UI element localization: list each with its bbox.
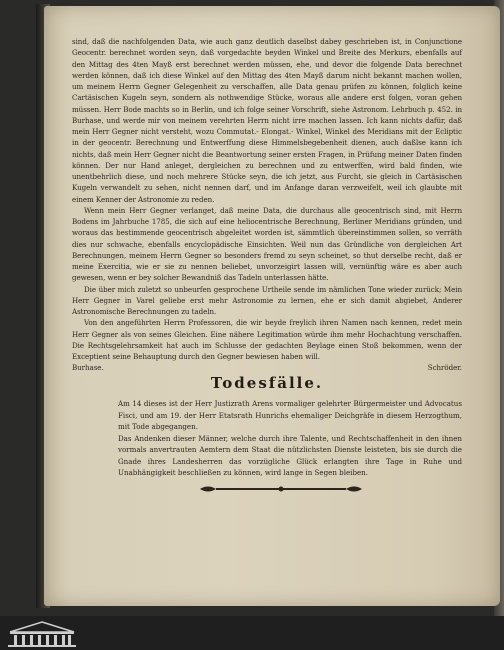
body-text: [72, 36, 462, 374]
ornamental-rule-icon: [196, 484, 366, 494]
paragraph: Von den angeführten Herrn Professoren, die wir beyde freylich ihren Namen nach kennen, redet mein Herr Gegner als von seines Gleichen. Eine nähere Legitimation würde ihm mehr Hochachtung verschaffen. Die Rechtsgelehrsamkeit hat auch im Schlusse der gedachten Beylage einen Stoß bekommen, wenn der Exceptient seine Behauptung durch den Gegner bewiesen haben will.: [72, 318, 462, 361]
notice-paragraph: Am 14 dieses ist der Herr Justizrath Arens vormaliger gelehrter Bürgermeister und Advocatus Fisci, und am 19. der Herr Etatsrath Hunrichs ehemaliger Deichgräfe in diesem Herzogthum, mit Tode abgegangen.: [118, 399, 462, 431]
death-notices: [118, 398, 462, 479]
signature-line: [72, 362, 462, 373]
signature: Schröder.: [427, 363, 462, 373]
library-building-logo-icon: [4, 620, 80, 648]
paragraph: Wenn mein Herr Gegner verlanget, daß meine Data, die durchaus alle geocentrisch sind, mit Herrn Bodens im Jahrbuche 1785, die sich auf eine heliocentrische Berechnung, Berliner Meridians gründen, und woraus das bestimmende geocentrisch abgeleitet worden ist, sämmtlich übereinstimmen sollen, so verräth dies nur schwache, ebenfalls encyclopädische Einsichten. Weil nun das Gründliche von dergleichen Art Berechnungen, meinem Herrn Gegner so besonders fremd zu seyn scheinet, so thut derselbe recht, daß er meine Exercitia, wie er sie zu nennen beliebet, unvorzeigirt lassen will, vernünftig wäre es aber auch gewesen, wenn er bey solcher Bewandniß das Tadeln unterlassen hätte.: [72, 205, 462, 283]
paragraph: Die über mich zuletzt so unbeurfen gesprochene Urtheile sende im nämlichen Tone wieder zurück; Mein Herr Gegner in Varel geliebe erst mehr Astronomie zu lernen, ehe er sich damit abgiebet, Anderer Astronomische Berechnungen zu tadeln.: [72, 284, 462, 316]
paragraph: sind, daß die nachfolgenden Data, wie auch ganz deutlich daselbst dabey geschrieben ist, in Conjunctione Geocentr. berechnet worden seyn, daß vorgedachte beyden Winkel und Breite des Merkurs, ebenfalls auf den Mittag des 4ten Mayß erst berechnet werden müssen, ehe, und devor die folgende Data berechnet werden können, daß ich diese Winkel auf den Mittag des 4ten Mayß darum nicht bekannt machen wollen, um meinem Herrn Gegner Gelegenheit zu verschaffen, alle Data genau prüfen zu können, folglich keine Cartäsischen Kugeln seyn, sondern als nothwendige Stücke, woraus alle andere erst folgen, voran gehen müssen. Herr Bode machts so in Berlin, und ich folge seiner Vorschrift, siehe Astronom. Lehrbuch p. 452. in Burhase, und werde mir von meinem verehrten Herrn nicht irre machen lassen. Ich kann nichts dafür, daß mein Herr Gegner nicht versteht, wozu Commutat.- Elongat.- Winkel, Winkel des Meridians mit der Ecliptic in der geocentr. Berechnung und Entwerffung diese Himmelsbegebenheit dienen, auch daßlse kann ich nichts, daß mein Herr Gegner nicht die Beantwortung seiner ersten Fragen, in Prüfung meiner Daten finden können. Der nur Hand anleget, dergleichen zu berechnen und zu entwerffen, wird bald finden, wie unentbehrlich diese, und noch mehrere Stücke seyn, die ich jetzt, aus Furcht, sie gleich in Cartäsischen Kugeln verwandelt zu sehen, nicht nennen darf, und im Anfange daran verzweifelt, weil ich glaubte mit einem Kenner der Astronomie zu reden.: [72, 37, 462, 204]
section-heading: Todesfälle.: [210, 374, 324, 392]
closing-left: Burhase.: [72, 363, 104, 373]
notice-paragraph: Das Andenken dieser Männer, welche durch ihre Talente, und Rechtschaffenheit in den ihnen vormals anvertrauten Aemtern dem Staat die nützlichsten Dienste leisteten, bis sie durch die Gnade ihres Landesherren das vorzügliche Glück erlangten ihre Tage in Ruhe und Unabhängigkeit beschließen zu können, wird lange in Segen bleiben.: [118, 433, 462, 477]
